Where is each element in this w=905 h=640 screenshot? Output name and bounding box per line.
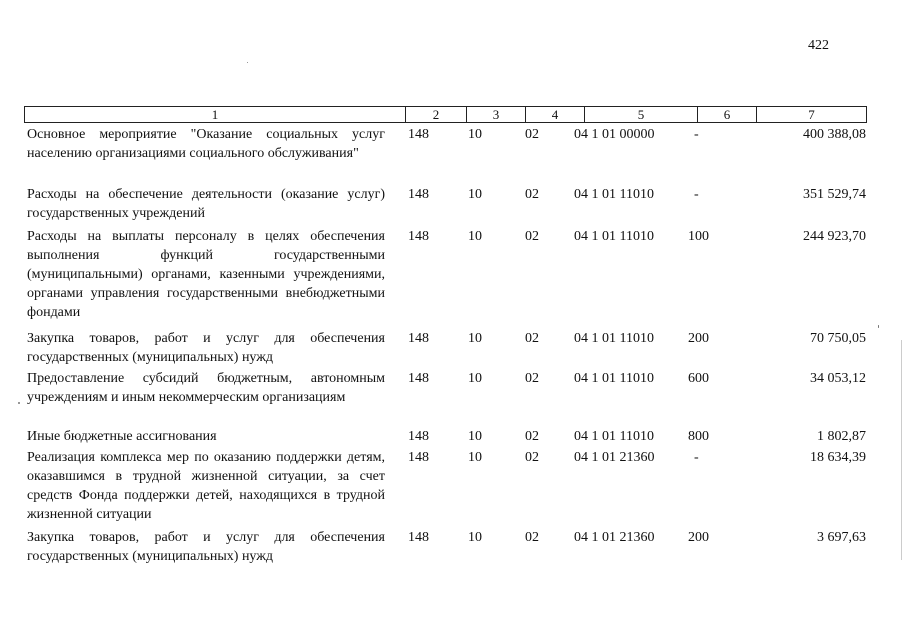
row-target-article: 04 1 01 11010 <box>574 187 654 202</box>
header-col-3: 3 <box>467 107 526 122</box>
row-subsection: 02 <box>525 331 539 346</box>
row-target-article: 04 1 01 11010 <box>574 429 654 444</box>
row-target-article: 04 1 01 00000 <box>574 127 655 142</box>
row-target-article: 04 1 01 11010 <box>574 331 654 346</box>
row-expense-type: 200 <box>688 530 709 545</box>
row-section: 10 <box>468 429 482 444</box>
row-subsection: 02 <box>525 127 539 142</box>
row-section: 10 <box>468 187 482 202</box>
row-expense-type: 600 <box>688 371 709 386</box>
row-description: Закупка товаров, работ и услуг для обеспечения государственных (муниципальных) нужд <box>27 331 385 365</box>
scan-speck <box>18 402 20 404</box>
row-section: 10 <box>468 229 482 244</box>
row-subsection: 02 <box>525 530 539 545</box>
row-expense-type: - <box>694 187 699 202</box>
row-grbs: 148 <box>408 127 429 142</box>
row-amount: 400 388,08 <box>803 127 866 142</box>
header-col-5: 5 <box>585 107 698 122</box>
row-description: Расходы на выплаты персоналу в целях обеспечения выполнения функций государственными (муниципальными) органами, казенными учреждениями, органами управления государственными внебюджетными фондами <box>27 229 385 320</box>
row-section: 10 <box>468 127 482 142</box>
row-subsection: 02 <box>525 450 539 465</box>
row-amount: 18 634,39 <box>810 450 866 465</box>
row-section: 10 <box>468 371 482 386</box>
row-amount: 34 053,12 <box>810 371 866 386</box>
row-grbs: 148 <box>408 331 429 346</box>
row-subsection: 02 <box>525 429 539 444</box>
row-amount: 244 923,70 <box>803 229 866 244</box>
row-subsection: 02 <box>525 187 539 202</box>
header-col-1: 1 <box>25 107 406 122</box>
row-grbs: 148 <box>408 229 429 244</box>
row-description: Расходы на обеспечение деятельности (оказание услуг) государственных учреждений <box>27 187 385 221</box>
row-target-article: 04 1 01 21360 <box>574 530 655 545</box>
header-col-7: 7 <box>808 107 815 122</box>
scan-edge-line <box>901 340 902 560</box>
row-section: 10 <box>468 331 482 346</box>
row-expense-type: - <box>694 127 699 142</box>
scan-speck <box>247 62 248 63</box>
row-section: 10 <box>468 530 482 545</box>
row-expense-type: 800 <box>688 429 709 444</box>
row-section: 10 <box>468 450 482 465</box>
row-subsection: 02 <box>525 229 539 244</box>
row-expense-type: 100 <box>688 229 709 244</box>
row-amount: 3 697,63 <box>817 530 866 545</box>
header-col-2: 2 <box>406 107 467 122</box>
row-description: Иные бюджетные ассигнования <box>27 429 217 444</box>
row-description: Реализация комплекса мер по оказанию поддержки детям, оказавшимся в трудной жизненной ситуации, за счет средств Фонда поддержки детей, находящихся в трудной жизненной ситуации <box>27 450 385 522</box>
row-grbs: 148 <box>408 371 429 386</box>
row-description: Предоставление субсидий бюджетным, автономным учреждениям и иным некоммерческим организациям <box>27 371 385 405</box>
row-target-article: 04 1 01 11010 <box>574 371 654 386</box>
row-amount: 70 750,05 <box>810 331 866 346</box>
row-grbs: 148 <box>408 187 429 202</box>
row-target-article: 04 1 01 21360 <box>574 450 655 465</box>
row-grbs: 148 <box>408 530 429 545</box>
page-number: 422 <box>808 38 829 53</box>
row-amount: 351 529,74 <box>803 187 866 202</box>
row-subsection: 02 <box>525 371 539 386</box>
header-col-6: 6 <box>698 107 757 122</box>
header-col-4: 4 <box>526 107 585 122</box>
row-description: Закупка товаров, работ и услуг для обеспечения государственных (муниципальных) нужд <box>27 530 385 564</box>
row-target-article: 04 1 01 11010 <box>574 229 654 244</box>
row-grbs: 148 <box>408 429 429 444</box>
row-grbs: 148 <box>408 450 429 465</box>
row-expense-type: 200 <box>688 331 709 346</box>
row-description: Основное мероприятие "Оказание социальных услуг населению организациями социального обслуживания" <box>27 127 385 161</box>
row-expense-type: - <box>694 450 699 465</box>
table-header <box>24 106 867 123</box>
scan-speck <box>878 325 879 328</box>
row-amount: 1 802,87 <box>817 429 866 444</box>
